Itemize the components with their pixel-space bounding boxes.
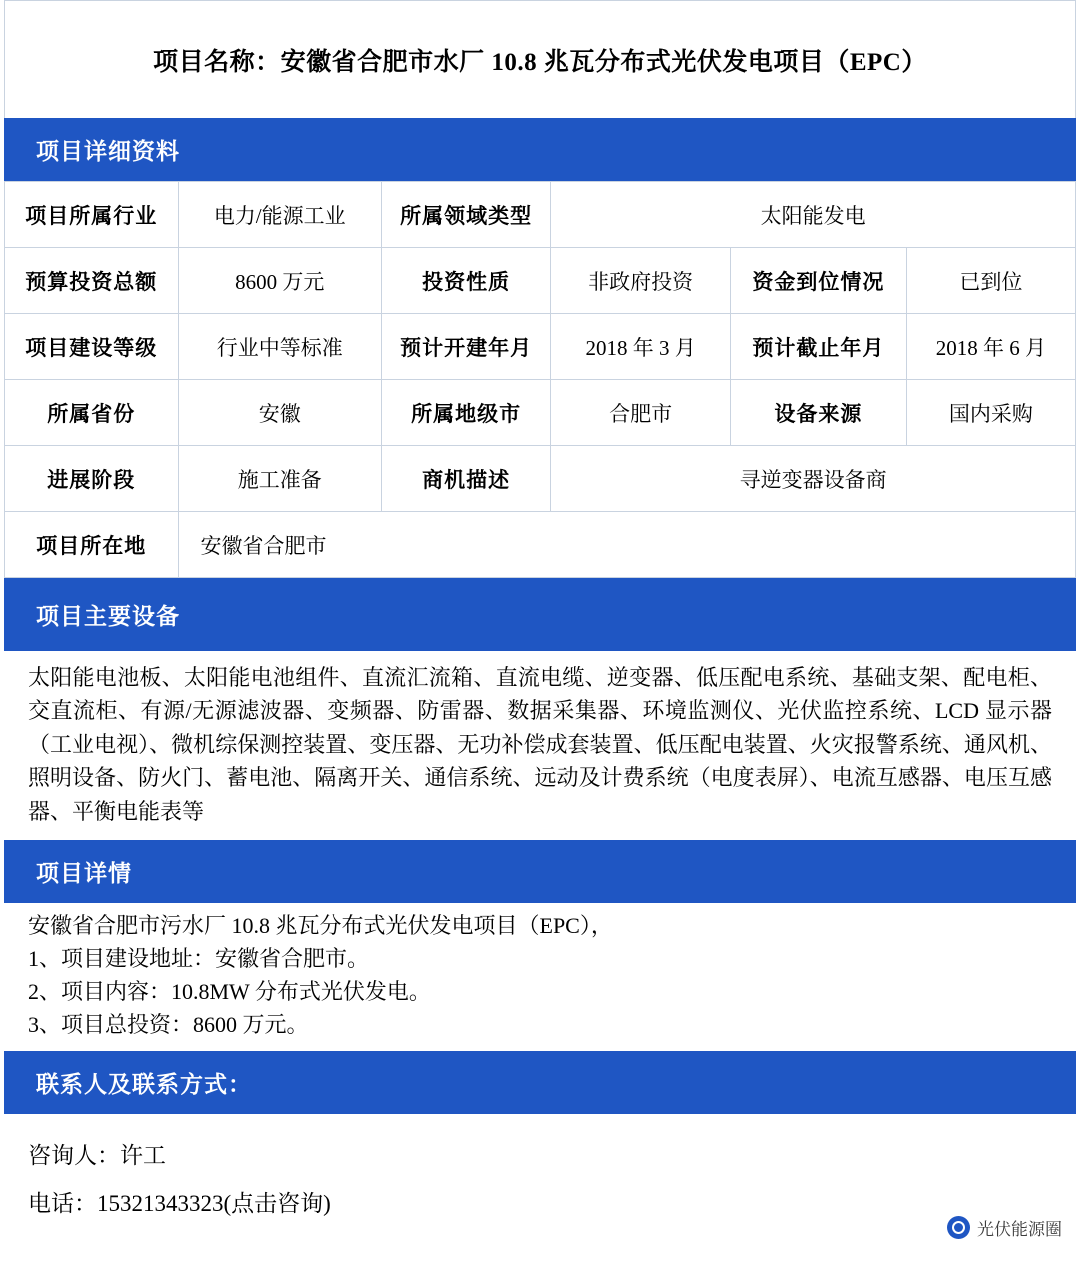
cell-label-city: 所属地级市 <box>381 380 550 446</box>
cell-label-invest-nature: 投资性质 <box>381 248 550 314</box>
contact-phone[interactable]: 电话：15321343323(点击咨询) <box>28 1191 331 1217</box>
project-title-block <box>4 0 1076 118</box>
cell-label-progress: 进展阶段 <box>5 446 179 512</box>
cell-value-location: 安徽省合肥市 <box>178 512 1076 578</box>
cell-label-build-level: 项目建设等级 <box>5 314 179 380</box>
cell-value-field-type: 太阳能发电 <box>551 182 1076 248</box>
table-row <box>5 446 1076 512</box>
cell-value-budget: 8600 万元 <box>178 248 381 314</box>
cell-label-industry: 项目所属行业 <box>5 182 179 248</box>
cell-value-progress: 施工准备 <box>178 446 381 512</box>
cell-value-end-date: 2018 年 6 月 <box>906 314 1075 380</box>
cell-label-end-date: 预计截止年月 <box>731 314 907 380</box>
project-detail-paragraph <box>4 903 1076 1051</box>
contact-info <box>4 1114 1076 1229</box>
cell-value-invest-nature: 非政府投资 <box>551 248 731 314</box>
table-row <box>5 314 1076 380</box>
section-header-contact: 联系人及联系方式： <box>4 1051 1076 1114</box>
section-header-equipment: 项目主要设备 <box>4 578 1076 651</box>
detail-line-3: 2、项目内容：10.8MW 分布式光伏发电。 <box>28 979 431 1005</box>
detail-line-1: 安徽省合肥市污水厂 10.8 兆瓦分布式光伏发电项目（EPC）， <box>28 913 613 939</box>
cell-label-province: 所属省份 <box>5 380 179 446</box>
section-header-detail: 项目详细资料 <box>4 118 1076 181</box>
cell-value-build-level: 行业中等标准 <box>178 314 381 380</box>
page-title: 项目名称：安徽省合肥市水厂 10.8 兆瓦分布式光伏发电项目（EPC） <box>153 48 927 76</box>
cell-label-fund-status: 资金到位情况 <box>731 248 907 314</box>
cell-value-province: 安徽 <box>178 380 381 446</box>
cell-label-location: 项目所在地 <box>5 512 179 578</box>
table-row <box>5 512 1076 578</box>
detail-line-2: 1、项目建设地址：安徽省合肥市。 <box>28 946 370 972</box>
cell-label-budget: 预算投资总额 <box>5 248 179 314</box>
cell-value-industry: 电力/能源工业 <box>178 182 381 248</box>
cell-label-start-date: 预计开建年月 <box>381 314 550 380</box>
cell-value-fund-status: 已到位 <box>906 248 1075 314</box>
cell-value-opportunity: 寻逆变器设备商 <box>551 446 1076 512</box>
cell-value-city: 合肥市 <box>551 380 731 446</box>
cell-label-opportunity: 商机描述 <box>381 446 550 512</box>
table-row <box>5 248 1076 314</box>
project-detail-table <box>4 181 1076 578</box>
table-row <box>5 182 1076 248</box>
section-header-project-detail: 项目详情 <box>4 840 1076 903</box>
contact-person: 咨询人：许工 <box>28 1143 166 1169</box>
detail-line-4: 3、项目总投资：8600 万元。 <box>28 1012 309 1038</box>
brand-logo-icon <box>947 1216 970 1239</box>
watermark <box>947 1215 1062 1240</box>
cell-label-equipment-source: 设备来源 <box>731 380 907 446</box>
watermark-text: 光伏能源圈 <box>977 1220 1062 1239</box>
equipment-paragraph: 太阳能电池板、太阳能电池组件、直流汇流箱、直流电缆、逆变器、低压配电系统、基础支架、配电柜、交直流柜、有源/无源滤波器、变频器、防雷器、数据采集器、环境监测仪、光伏监控系统、LCD 显示器（工业电视）、微机综保测控装置、变压器、无功补偿成套装置、低压配电装置、火灾报警系统、通风机、照明设备、防火门、蓄电池、隔离开关、通信系统、远动及计费系统（电度表屏）、电流互感器、电压互感器、平衡电能表等 <box>28 665 1052 824</box>
cell-value-start-date: 2018 年 3 月 <box>551 314 731 380</box>
table-row <box>5 380 1076 446</box>
cell-label-field-type: 所属领域类型 <box>381 182 550 248</box>
cell-value-equipment-source: 国内采购 <box>906 380 1075 446</box>
